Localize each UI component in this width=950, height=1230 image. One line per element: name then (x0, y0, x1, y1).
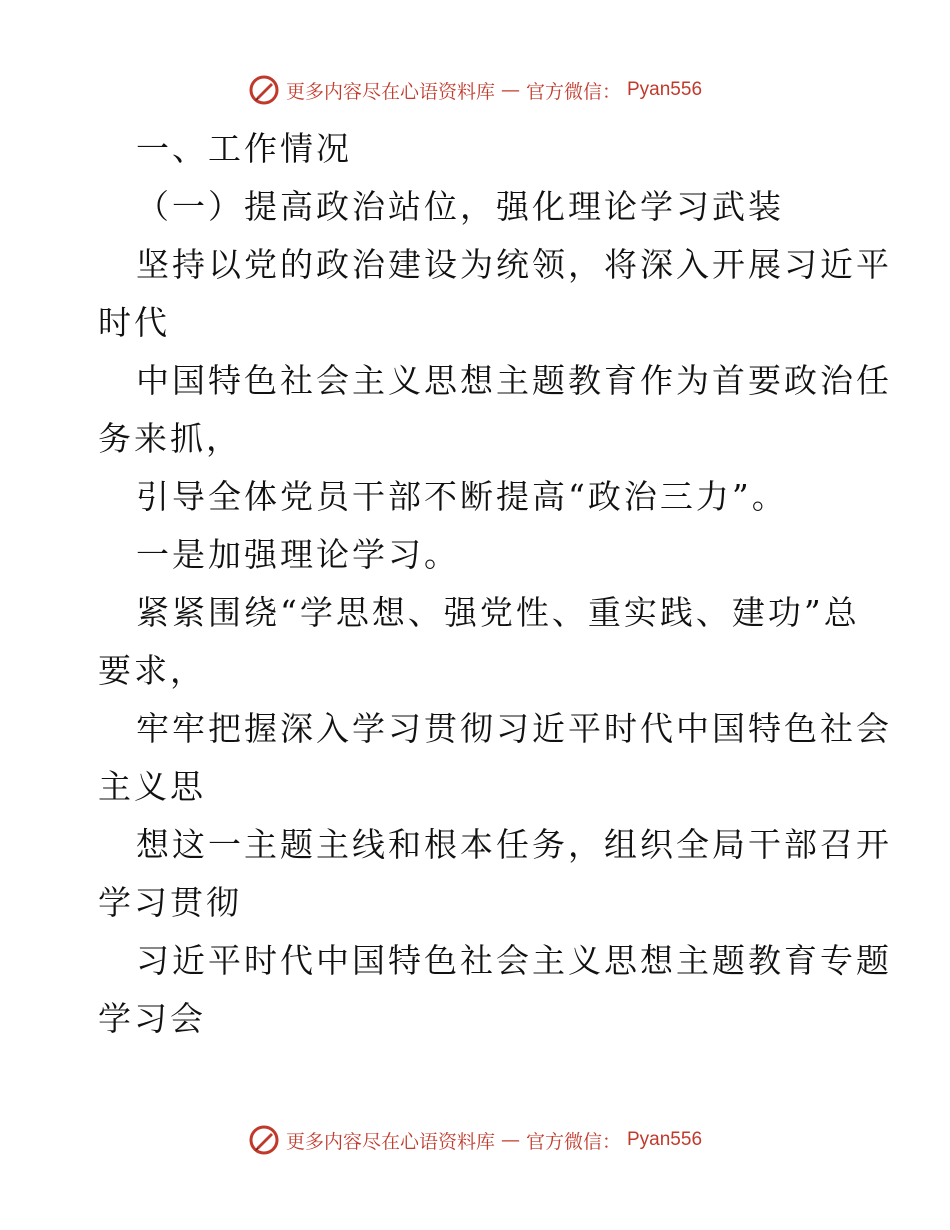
document-line: 要求， (98, 651, 206, 690)
pen-logo-icon (248, 74, 280, 106)
document-line: 坚持以党的政治建设为统领，将深入开展习近平 (136, 245, 892, 284)
document-line: 想这一主题主线和根本任务，组织全局干部召开 (136, 825, 892, 864)
document-line: （一）提高政治站位，强化理论学习武装 (136, 187, 784, 226)
document-line: 紧紧围绕“学思想、强党性、重实践、建功”总 (136, 593, 860, 632)
document-line: 习近平时代中国特色社会主义思想主题教育专题 (136, 941, 892, 980)
watermark-site-text: 更多内容尽在心语资料库 (285, 80, 495, 103)
watermark-wechat-id: Pyan556 (627, 1129, 703, 1150)
watermark-wechat-id: Pyan556 (627, 79, 703, 100)
watermark-wechat-label: 官方微信： (525, 80, 621, 103)
document-line: 主义思 (98, 767, 206, 806)
document-body (98, 120, 892, 1048)
pen-logo-icon (248, 1124, 280, 1156)
document-line: 一是加强理论学习。 (136, 535, 460, 574)
watermark-separator: — (500, 1129, 520, 1151)
watermark-separator: — (500, 79, 520, 101)
header-watermark (0, 70, 950, 110)
document-line: 牢牢把握深入学习贯彻习近平时代中国特色社会 (136, 709, 892, 748)
document-line: 时代 (98, 303, 170, 342)
watermark-wechat-label: 官方微信： (525, 1130, 621, 1153)
document-line: 中国特色社会主义思想主题教育作为首要政治任 (136, 361, 892, 400)
document-line: 学习贯彻 (98, 883, 242, 922)
document-line: 一、工作情况 (136, 129, 352, 168)
watermark-site-text: 更多内容尽在心语资料库 (285, 1130, 495, 1153)
footer-watermark (0, 1120, 950, 1160)
document-line: 引导全体党员干部不断提高“政治三力”。 (136, 477, 788, 516)
document-line: 务来抓， (98, 419, 242, 458)
document-line: 学习会 (98, 999, 206, 1038)
